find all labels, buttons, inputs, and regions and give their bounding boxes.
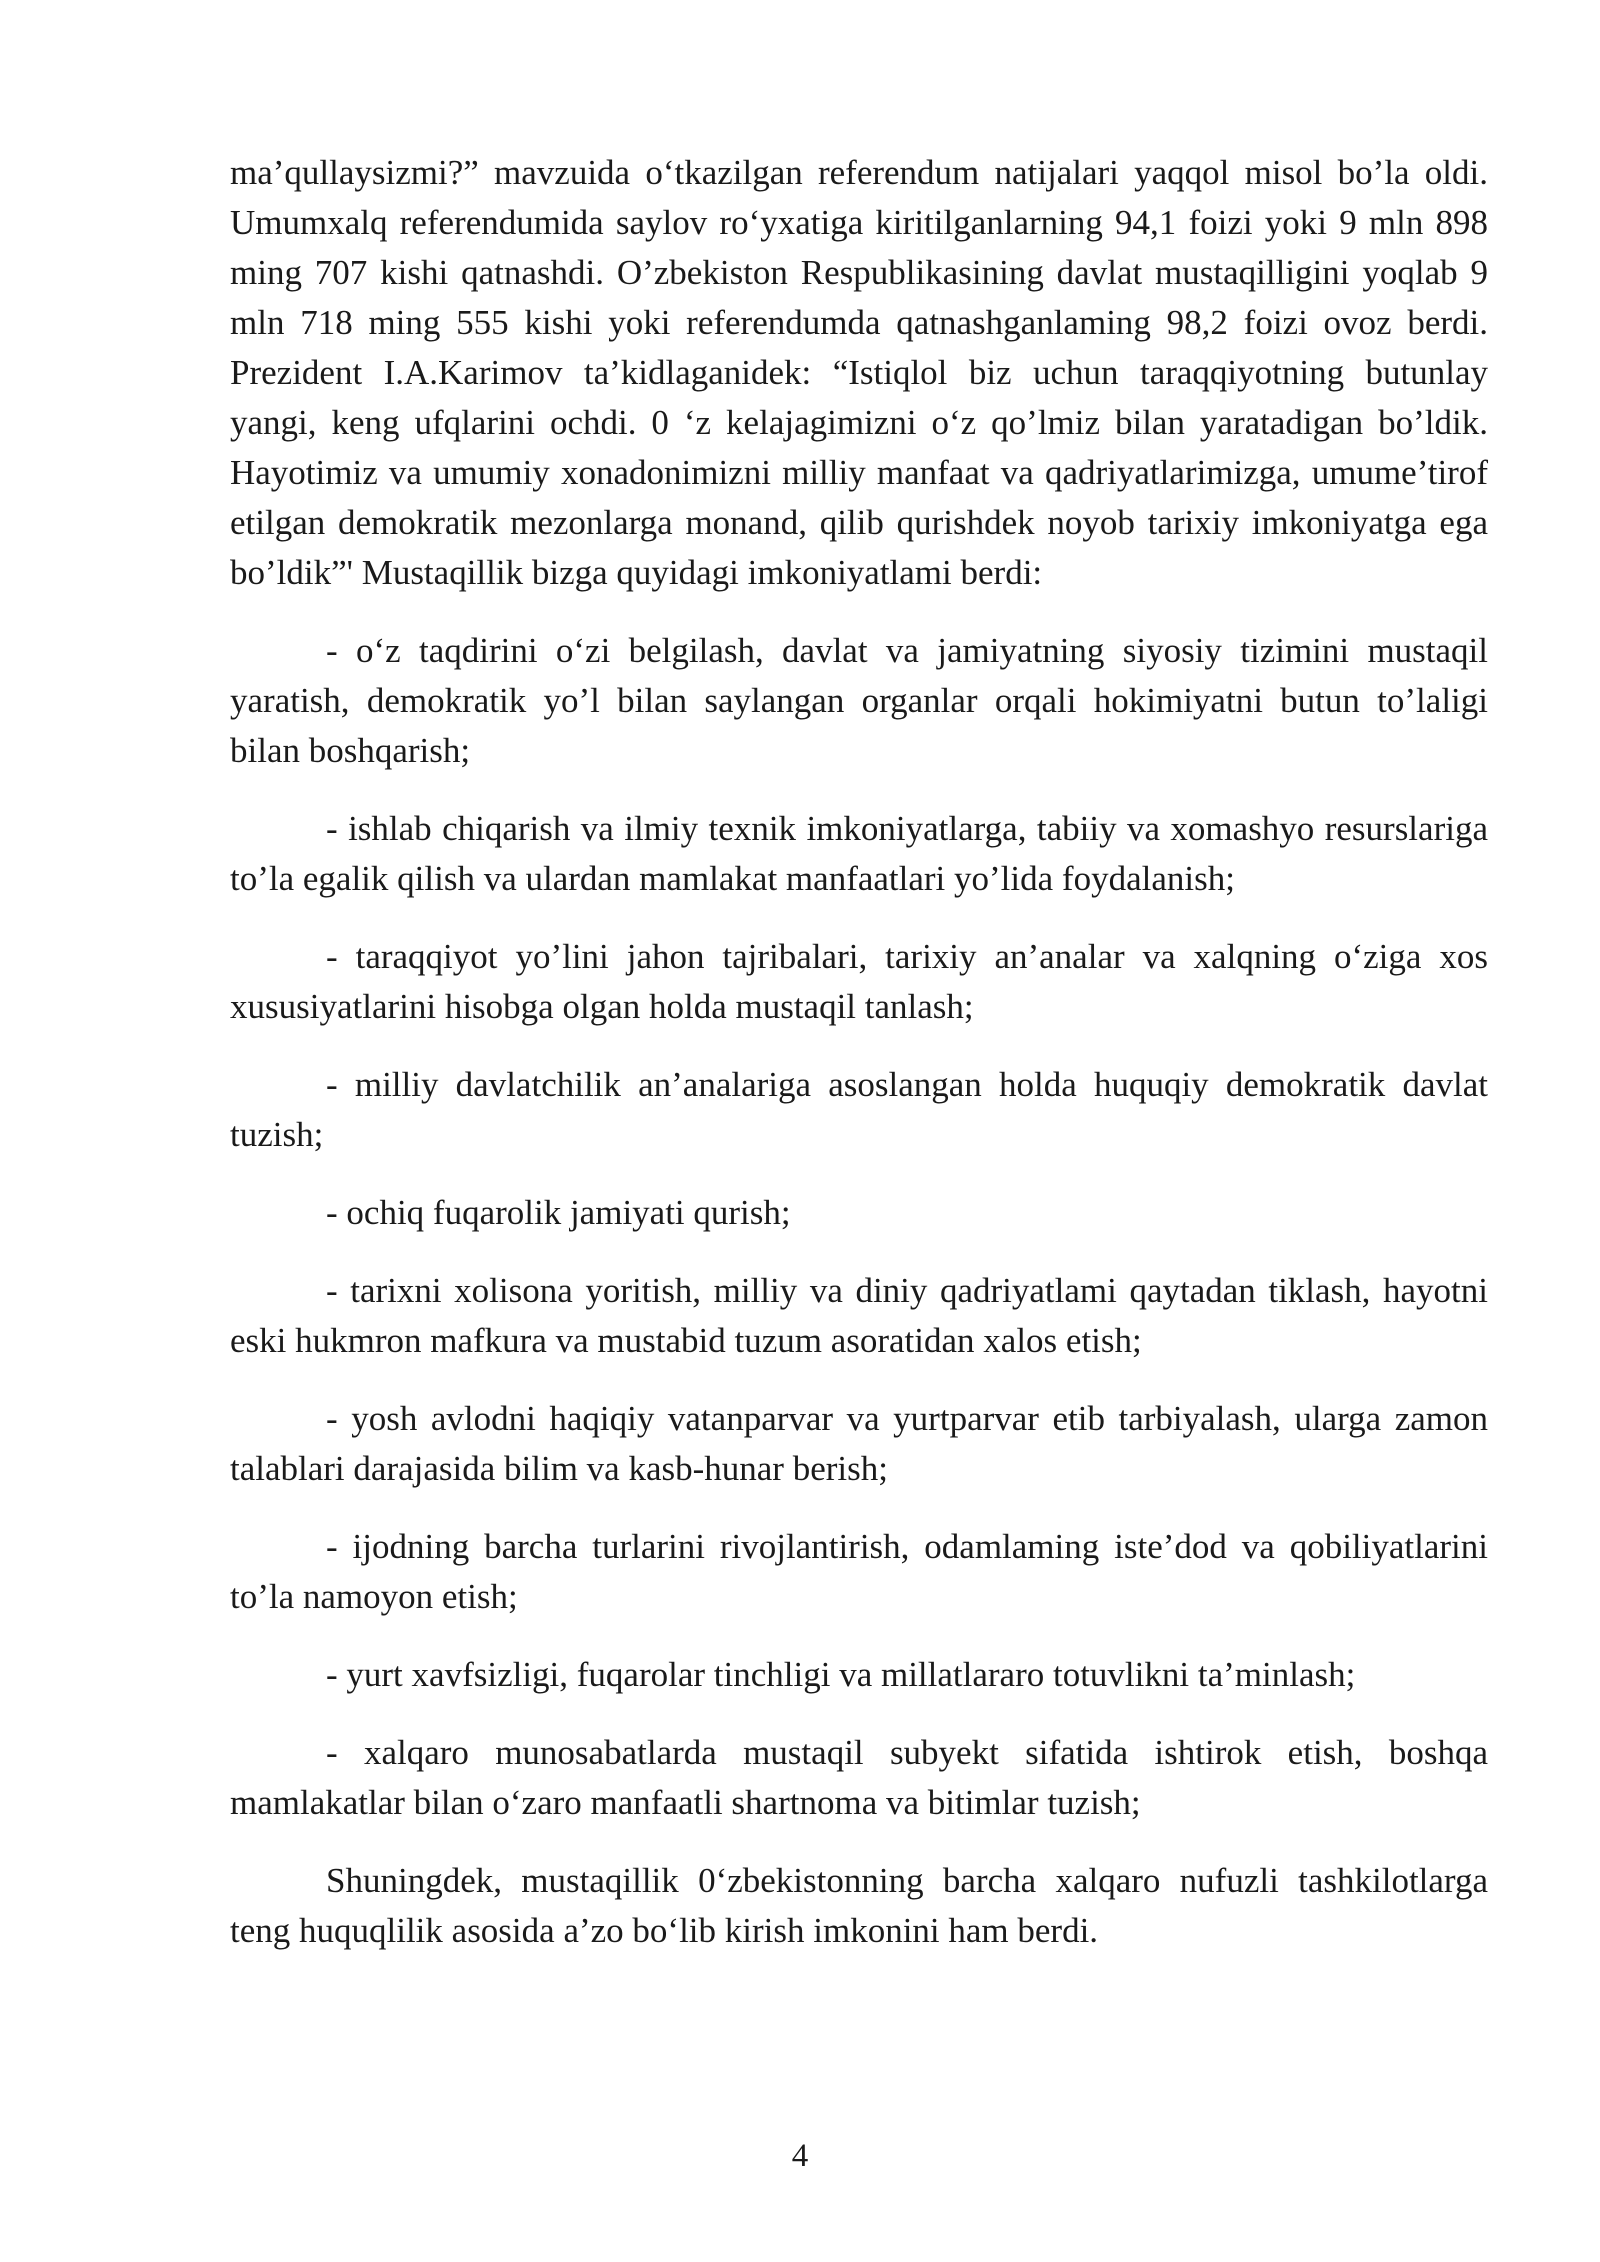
list-item-5: - ochiq fuqarolik jamiyati qurish; [326,1193,791,1232]
list-item-3: - taraqqiyot yo’lini jahon tajribalari, tarixiy an’analar va xalqning o‘ziga xos xususiyatlarini hisobga olgan holda mustaqil tanlash; [230,937,1488,1026]
page-number: 4 [791,2138,809,2174]
list-item-7: - yosh avlodni haqiqiy vatanparvar va yurtparvar etib tarbiyalash, ularga zamon talablari darajasida bilim va kasb-hunar berish; [230,1399,1488,1488]
closing-paragraph: Shuningdek, mustaqillik 0‘zbekistonning barcha xalqaro nufuzli tashkilotlarga teng huquqlilik asosida a’zo bo‘lib kirish imkonini ham berdi. [230,1861,1488,1950]
list-item-4: - milliy davlatchilik an’analariga asoslangan holda huquqiy demokratik davlat tuzish; [230,1065,1488,1154]
list-item-1: - o‘z taqdirini o‘zi belgilash, davlat va jamiyatning siyosiy tizimini mustaqil yaratish, demokratik yo’l bilan saylangan organlar orqali hokimiyatni butun to’laligi bilan boshqarish; [230,631,1488,770]
lead-paragraph: ma’qullaysizmi?” mavzuida o‘tkazilgan referendum natijalari yaqqol misol bo’la oldi. Umumxalq referendumida saylov ro‘yxatiga kiritilganlarning 94,1 foizi yoki 9 mln 898 ming 707 kishi qatnashdi. O’zbekiston Respublikasining davlat mustaqilligini yoqlab 9 mln 718 ming 555 kishi yoki referendumda qatnashganlaming 98,2 foizi ovoz berdi. Prezident I.A.Karimov ta’kidlaganidek: “Istiqlol biz uchun taraqqiyotning butunlay yangi, keng ufqlarini ochdi. 0 ‘z kelajagimizni o‘z qo’lmiz bilan yaratadigan bo’ldik. Hayotimiz va umumiy xonadonimizni milliy manfaat va qadriyatlarimizga, umume’tirof etilgan demokratik mezonlarga monand, qilib qurishdek noyob tarixiy imkoniyatga ega bo’ldik”' Mustaqillik bizga quyidagi imkoniyatlami berdi: [230,153,1488,592]
list-item-2: - ishlab chiqarish va ilmiy texnik imkoniyatlarga, tabiiy va xomashyo resurslariga to’la egalik qilish va ulardan mamlakat manfaatlari yo’lida foydalanish; [230,809,1488,898]
list-item-8: - ijodning barcha turlarini rivojlantirish, odamlaming iste’dod va qobiliyatlarini to’la namoyon etish; [230,1527,1488,1616]
list-item-6: - tarixni xolisona yoritish, milliy va diniy qadriyatlami qaytadan tiklash, hayotni eski hukmron mafkura va mustabid tuzum asoratidan xalos etish; [230,1271,1488,1360]
page-body [230,148,1488,1984]
list-item-10: - xalqaro munosabatlarda mustaqil subyekt sifatida ishtirok etish, boshqa mamlakatlar bilan o‘zaro manfaatli shartnoma va bitimlar tuzish; [230,1733,1488,1822]
list-item-9: - yurt xavfsizligi, fuqarolar tinchligi va millatlararo totuvlikni ta’minlash; [326,1655,1356,1694]
